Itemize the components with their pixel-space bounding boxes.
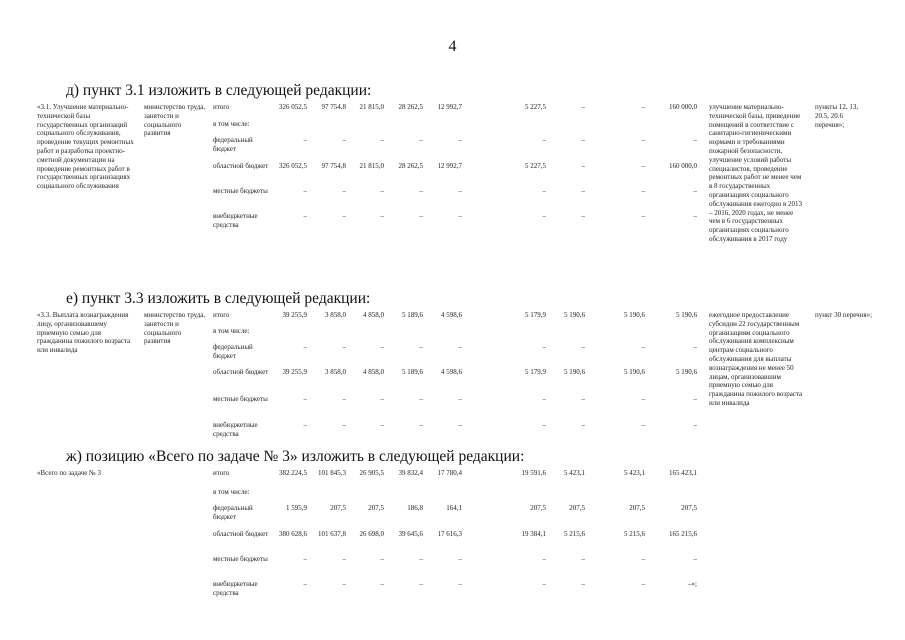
funding-source-label: местные бюджеты: [213, 395, 268, 403]
amount-cell: –: [641, 421, 645, 429]
amount-cell: –: [342, 395, 346, 403]
amount-cell: 4 598,6: [441, 311, 462, 319]
amount-cell: 12 992,7: [437, 162, 462, 170]
amount-cell: –: [380, 136, 384, 144]
amount-cell: 17 780,4: [437, 469, 462, 477]
amount-cell: –: [641, 343, 645, 351]
funding-source-label: внебюджетные средства: [213, 212, 258, 229]
amount-cell: –: [581, 343, 585, 351]
item-description: «3.1. Улучшение материально-технической базы государственных организаций социального обслуживания, проведение текущих ремонтных работ и разработка проектно-сметной документации на проведение ремонтных работ в государственных организациях социального обслуживания: [37, 103, 134, 191]
funding-source-label: в том числе:: [213, 327, 250, 335]
amount-cell: –: [303, 580, 307, 588]
amount-cell: –: [641, 187, 645, 195]
amount-cell: 326 052,5: [279, 162, 307, 170]
amount-cell: 28 262,5: [398, 162, 423, 170]
amount-cell: –: [458, 580, 462, 588]
amount-cell: 5 179,9: [525, 311, 546, 319]
amount-cell: –: [693, 343, 697, 351]
amount-cell: 207,5: [330, 504, 346, 512]
amount-cell: 380 628,6: [279, 530, 307, 538]
amount-cell: –: [693, 421, 697, 429]
amount-cell: –: [542, 212, 546, 220]
amount-cell: –: [458, 555, 462, 563]
amount-cell: 19 384,1: [521, 530, 546, 538]
section-heading: е) пункт 3.3 изложить в следующей редакции:: [66, 290, 371, 307]
amount-cell: –: [380, 555, 384, 563]
amount-cell: 5 227,5: [525, 103, 546, 111]
funding-source-label: внебюджетные средства: [213, 580, 258, 597]
amount-cell: 207,5: [629, 504, 645, 512]
amount-cell: 3 858,0: [325, 311, 346, 319]
amount-cell: –: [693, 187, 697, 195]
amount-cell: 39 832,4: [398, 469, 423, 477]
amount-cell: 207,5: [569, 504, 585, 512]
page-number: 4: [448, 38, 457, 55]
amount-cell: 5 227,5: [525, 162, 546, 170]
amount-cell: –: [380, 580, 384, 588]
amount-cell: 4 598,6: [441, 368, 462, 376]
funding-source-label: местные бюджеты: [213, 187, 268, 195]
amount-cell: –: [303, 187, 307, 195]
amount-cell: –: [303, 136, 307, 144]
amount-cell: –: [641, 136, 645, 144]
funding-source-label: областной бюджет: [213, 162, 269, 170]
amount-cell: –: [380, 395, 384, 403]
amount-cell: –: [542, 343, 546, 351]
amount-cell: 5 189,6: [402, 368, 423, 376]
amount-cell: 26 698,0: [359, 530, 384, 538]
amount-cell: 5 189,6: [402, 311, 423, 319]
amount-cell: –: [641, 395, 645, 403]
amount-cell: 165 423,1: [669, 469, 697, 477]
amount-cell: –: [419, 580, 423, 588]
amount-cell: 160 000,0: [669, 162, 697, 170]
amount-cell: –: [542, 555, 546, 563]
funding-source-label: в том числе:: [213, 120, 250, 128]
amount-cell: –: [641, 555, 645, 563]
amount-cell: 19 591,6: [521, 469, 546, 477]
amount-cell: –: [581, 555, 585, 563]
expected-result: ежегодное предоставление субсидии 22 государственным организациям социального обслуживания комплексным центрам социального обслуживания для выплаты вознаграждения не менее 50 лицам, организовавшим приемную семью для гражданина пожилого возраста или инвалида: [709, 311, 803, 407]
amount-cell: –: [419, 187, 423, 195]
amount-cell: –: [641, 212, 645, 220]
amount-cell: –: [303, 421, 307, 429]
funding-source-label: федеральный бюджет: [213, 136, 253, 153]
amount-cell: 4 858,0: [363, 368, 384, 376]
amount-cell: –: [342, 212, 346, 220]
funding-source-label: областной бюджет: [213, 530, 269, 538]
amount-cell: –: [458, 343, 462, 351]
amount-cell: 101 637,8: [318, 530, 346, 538]
amount-cell: 5 215,6: [624, 530, 645, 538]
amount-cell: –: [641, 103, 645, 111]
amount-cell: –: [581, 580, 585, 588]
amount-cell: 4 858,0: [363, 311, 384, 319]
amount-cell: –: [542, 395, 546, 403]
amount-cell: –: [342, 421, 346, 429]
amount-cell: –: [419, 136, 423, 144]
amount-cell: –: [581, 212, 585, 220]
amount-cell: –: [542, 136, 546, 144]
amount-cell: –: [693, 395, 697, 403]
amount-cell: –: [458, 421, 462, 429]
amount-cell: –: [342, 555, 346, 563]
amount-cell: –: [419, 395, 423, 403]
section-heading: ж) позицию «Всего по задаче № 3» изложить в следующей редакции:: [66, 448, 525, 465]
funding-source-label: местные бюджеты: [213, 555, 268, 563]
amount-cell: –: [380, 212, 384, 220]
list-reference: пункт 30 перечня»;: [815, 311, 873, 319]
amount-cell: 21 815,0: [359, 162, 384, 170]
amount-cell: –»;: [688, 580, 697, 588]
amount-cell: –: [342, 136, 346, 144]
expected-result: улучшение материально-технической базы, приведение помещений в соответствие с санитарно-гигиеническими нормами и требованиями пожарной безопасности, улучшение условий работы специалистов, проведение ремонтных работ не менее чем в 8 государственных организациях социального обслуживания ежегодно в 2013 – 2016, 2020 годах, не менее чем в 6 государственных организациях социального обслуживания в 2017 году: [709, 103, 802, 243]
amount-cell: –: [342, 580, 346, 588]
funding-source-label: итого: [213, 103, 230, 111]
amount-cell: 5 215,6: [564, 530, 585, 538]
amount-cell: –: [542, 580, 546, 588]
amount-cell: 97 754,8: [321, 162, 346, 170]
amount-cell: 326 052,5: [279, 103, 307, 111]
amount-cell: –: [641, 580, 645, 588]
amount-cell: 5 190,6: [676, 311, 697, 319]
amount-cell: –: [458, 212, 462, 220]
amount-cell: –: [581, 103, 585, 111]
amount-cell: 5 423,1: [564, 469, 585, 477]
amount-cell: 5 190,6: [564, 311, 585, 319]
amount-cell: 39 645,6: [398, 530, 423, 538]
item-description: «3.3. Выплата вознаграждения лицу, организовавшему приемную семью для гражданина пожилого возраста или инвалида: [37, 311, 131, 355]
amount-cell: –: [581, 395, 585, 403]
amount-cell: –: [581, 421, 585, 429]
amount-cell: 5 190,6: [624, 368, 645, 376]
amount-cell: –: [303, 343, 307, 351]
amount-cell: 5 179,9: [525, 368, 546, 376]
amount-cell: 21 815,0: [359, 103, 384, 111]
amount-cell: 207,5: [368, 504, 384, 512]
amount-cell: 97 754,8: [321, 103, 346, 111]
amount-cell: –: [581, 162, 585, 170]
list-reference: пункты 12, 13, 20.5, 20.6 перечня»;: [815, 103, 859, 129]
amount-cell: 207,5: [530, 504, 546, 512]
amount-cell: 26 905,5: [359, 469, 384, 477]
amount-cell: –: [419, 555, 423, 563]
amount-cell: 39 255,9: [282, 368, 307, 376]
funding-source-label: итого: [213, 311, 230, 319]
amount-cell: –: [458, 136, 462, 144]
amount-cell: –: [419, 343, 423, 351]
amount-cell: 28 262,5: [398, 103, 423, 111]
amount-cell: –: [342, 187, 346, 195]
amount-cell: –: [693, 136, 697, 144]
amount-cell: 17 616,3: [437, 530, 462, 538]
amount-cell: –: [342, 343, 346, 351]
funding-source-label: в том числе:: [213, 488, 250, 496]
amount-cell: 101 845,3: [318, 469, 346, 477]
amount-cell: –: [542, 421, 546, 429]
amount-cell: 12 992,7: [437, 103, 462, 111]
amount-cell: –: [693, 212, 697, 220]
executor-cell: министерство труда, занятости и социального развития: [144, 311, 206, 346]
amount-cell: –: [380, 187, 384, 195]
executor-cell: министерство труда, занятости и социального развития: [144, 103, 206, 138]
item-description: «Всего по задаче № 3: [37, 469, 101, 477]
amount-cell: –: [419, 212, 423, 220]
amount-cell: 164,1: [446, 504, 462, 512]
funding-source-label: итого: [213, 469, 230, 477]
amount-cell: 5 190,6: [564, 368, 585, 376]
amount-cell: 1 595,9: [286, 504, 307, 512]
amount-cell: –: [303, 395, 307, 403]
amount-cell: 5 190,6: [676, 368, 697, 376]
amount-cell: –: [419, 421, 423, 429]
amount-cell: –: [581, 187, 585, 195]
amount-cell: –: [542, 187, 546, 195]
amount-cell: –: [380, 343, 384, 351]
amount-cell: 39 255,9: [282, 311, 307, 319]
funding-source-label: федеральный бюджет: [213, 343, 253, 360]
amount-cell: –: [380, 421, 384, 429]
amount-cell: –: [303, 555, 307, 563]
amount-cell: –: [641, 162, 645, 170]
amount-cell: 5 190,6: [624, 311, 645, 319]
amount-cell: –: [458, 187, 462, 195]
amount-cell: 165 215,6: [669, 530, 697, 538]
amount-cell: 186,8: [407, 504, 423, 512]
funding-source-label: федеральный бюджет: [213, 504, 253, 521]
amount-cell: –: [458, 395, 462, 403]
amount-cell: 3 858,0: [325, 368, 346, 376]
funding-source-label: областной бюджет: [213, 368, 269, 376]
amount-cell: 160 000,0: [669, 103, 697, 111]
amount-cell: 207,5: [681, 504, 697, 512]
amount-cell: –: [693, 555, 697, 563]
funding-source-label: внебюджетные средства: [213, 421, 258, 438]
amount-cell: 382 224,5: [279, 469, 307, 477]
section-heading: д) пункт 3.1 изложить в следующей редакции:: [66, 82, 372, 99]
amount-cell: –: [581, 136, 585, 144]
amount-cell: 5 423,1: [624, 469, 645, 477]
amount-cell: –: [303, 212, 307, 220]
